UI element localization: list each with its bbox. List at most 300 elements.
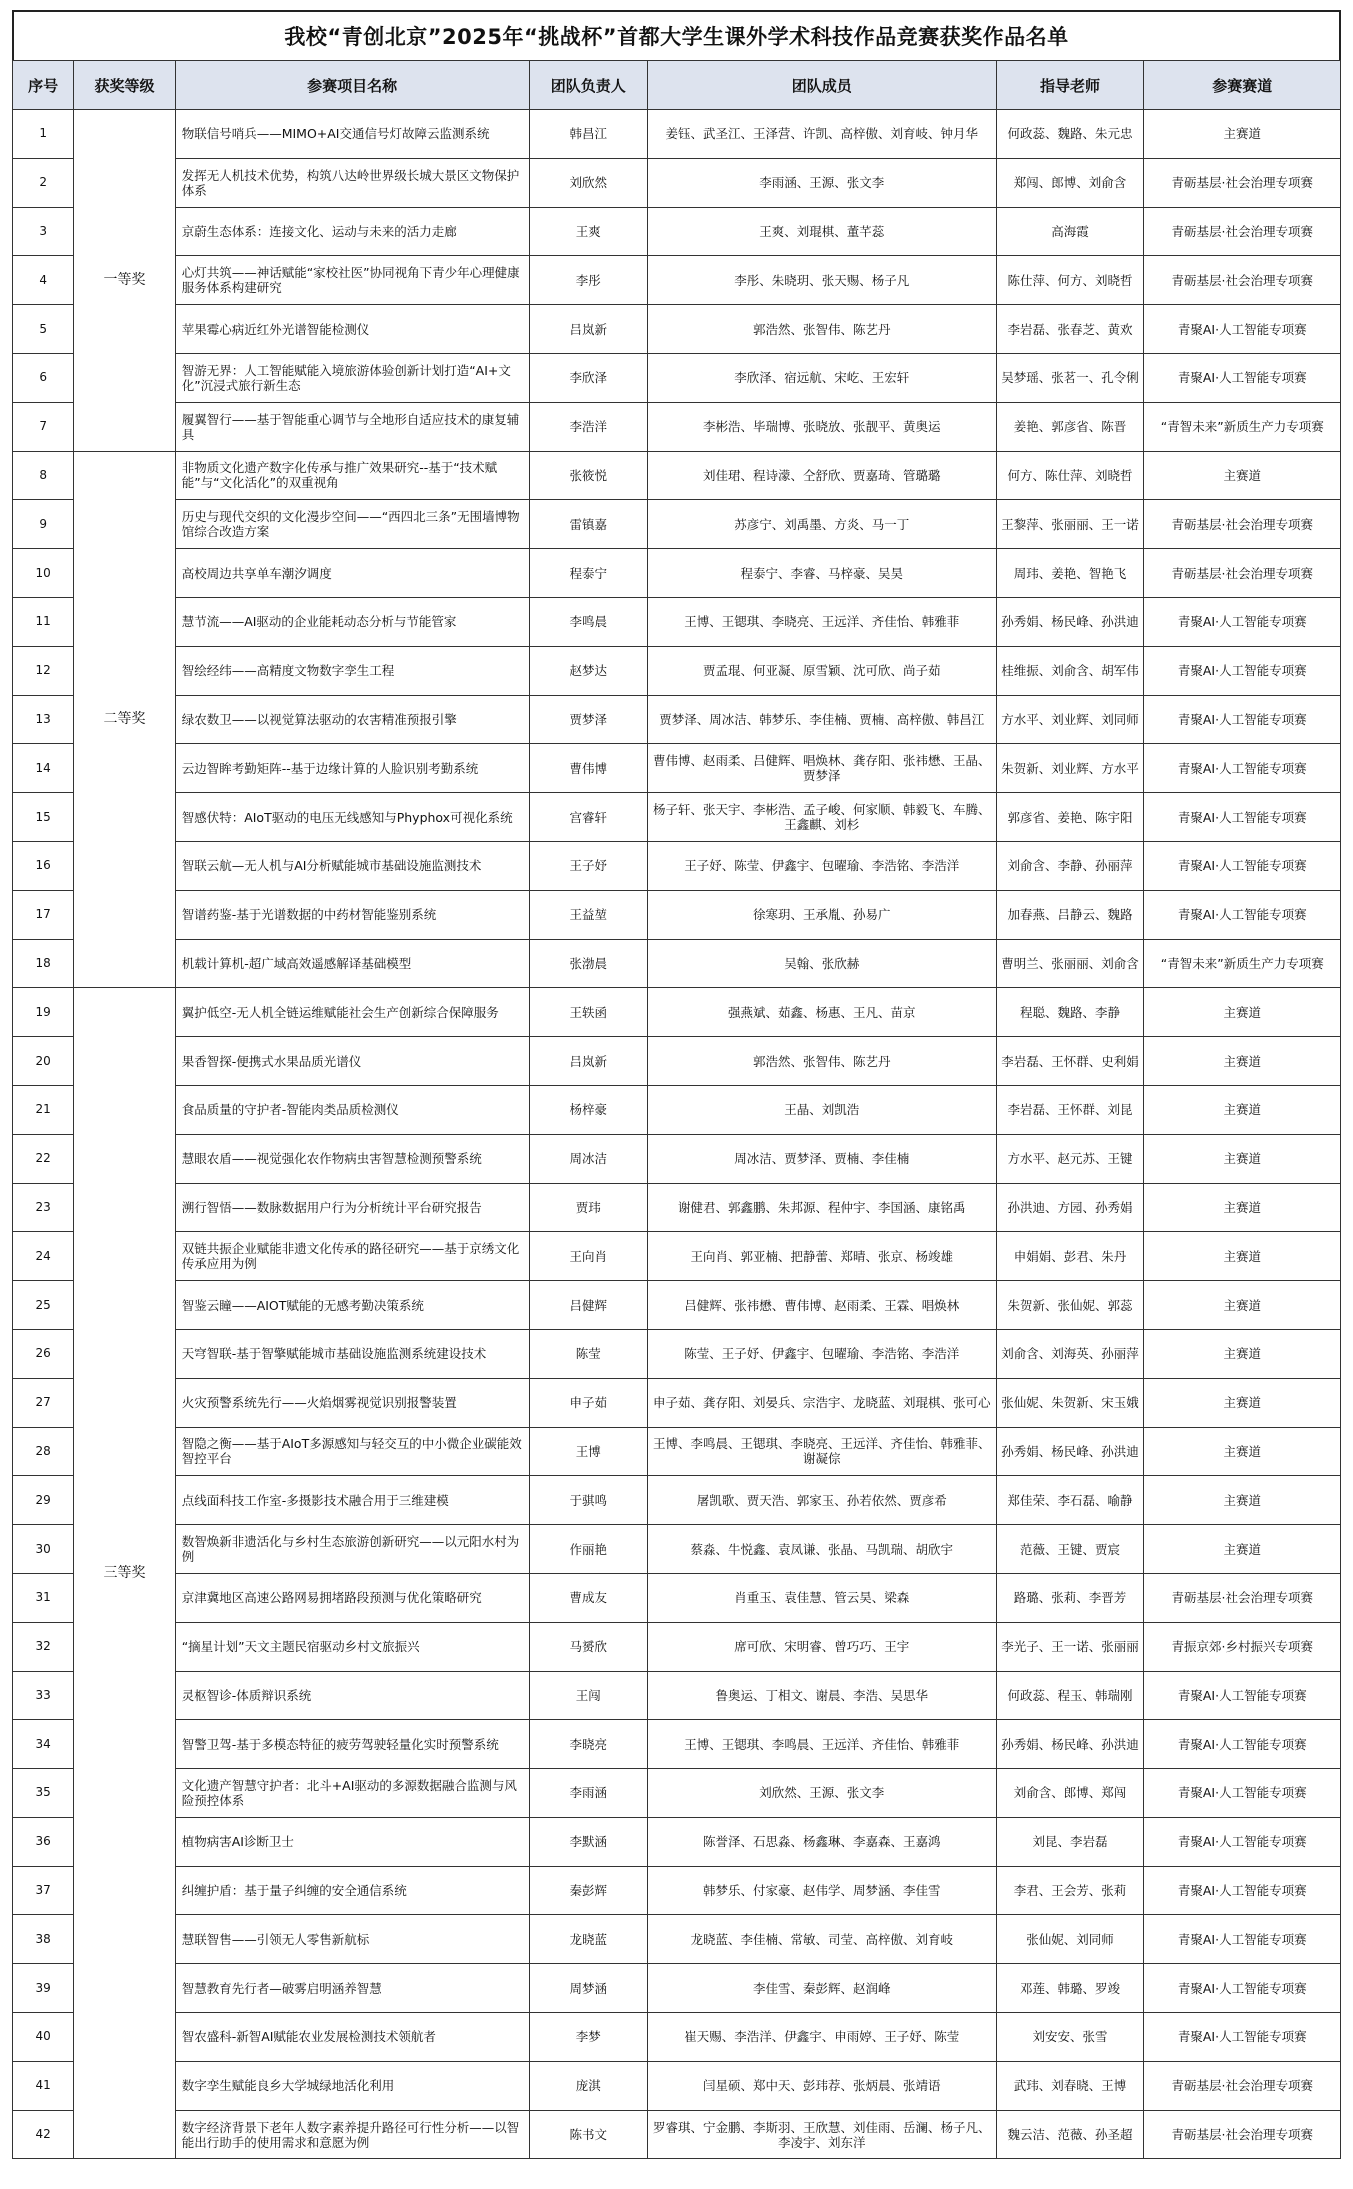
cell-leader: 张筱悦	[529, 451, 647, 500]
cell-project: 智隐之衡——基于AIoT多源感知与轻交互的中小微企业碳能效智控平台	[175, 1427, 529, 1476]
table-row	[13, 1866, 1341, 1915]
cell-leader: 王向肖	[529, 1232, 647, 1281]
cell-no: 41	[13, 2061, 74, 2110]
cell-leader: 庞淇	[529, 2061, 647, 2110]
cell-project: 慧节流——AI驱动的企业能耗动态分析与节能管家	[175, 597, 529, 646]
cell-no: 40	[13, 2013, 74, 2062]
cell-no: 12	[13, 646, 74, 695]
cell-advisors: 李岩磊、王怀群、刘昆	[996, 1085, 1144, 1134]
cell-no: 21	[13, 1085, 74, 1134]
cell-advisors: 郑佳荣、李石磊、喻静	[996, 1476, 1144, 1525]
cell-no: 38	[13, 1915, 74, 1964]
cell-leader: 贾梦泽	[529, 695, 647, 744]
cell-members: 李彤、朱晓玥、张天赐、杨子凡	[647, 256, 996, 305]
table-row	[13, 451, 1341, 500]
cell-project: 纠缠护盾：基于量子纠缠的安全通信系统	[175, 1866, 529, 1915]
cell-project: 发挥无人机技术优势，构筑八达岭世界级长城大景区文物保护体系	[175, 158, 529, 207]
cell-members: 王子妤、陈莹、伊鑫宇、包曜瑜、李浩铭、李浩洋	[647, 841, 996, 890]
cell-no: 3	[13, 207, 74, 256]
table-row	[13, 939, 1341, 988]
cell-project: 苹果霉心病近红外光谱智能检测仪	[175, 305, 529, 354]
cell-advisors: 武玮、刘春晓、王博	[996, 2061, 1144, 2110]
cell-track: 主赛道	[1144, 1183, 1341, 1232]
cell-members: 蔡淼、牛悦鑫、袁凤谦、张晶、马凯瑞、胡欣宇	[647, 1525, 996, 1574]
cell-members: 姜钰、武圣江、王泽营、许凯、高梓傲、刘育岐、钟月华	[647, 110, 996, 159]
cell-track: 青聚AI·人工智能专项赛	[1144, 2013, 1341, 2062]
cell-track: “青智未来”新质生产力专项赛	[1144, 939, 1341, 988]
cell-project: 数字孪生赋能良乡大学城绿地活化利用	[175, 2061, 529, 2110]
cell-leader: 王爽	[529, 207, 647, 256]
cell-advisors: 何方、陈仕萍、刘晓哲	[996, 451, 1144, 500]
cell-members: 陈誉泽、石思淼、杨鑫琳、李嘉森、王嘉鸿	[647, 1817, 996, 1866]
cell-track: 主赛道	[1144, 1525, 1341, 1574]
cell-track: 青砺基层·社会治理专项赛	[1144, 549, 1341, 598]
cell-no: 16	[13, 841, 74, 890]
cell-leader: 于骐鸣	[529, 1476, 647, 1525]
table-row	[13, 207, 1341, 256]
header-leader: 团队负责人	[529, 61, 647, 110]
cell-leader: 李梦	[529, 2013, 647, 2062]
cell-no: 6	[13, 353, 74, 402]
cell-track: 青聚AI·人工智能专项赛	[1144, 1866, 1341, 1915]
cell-no: 25	[13, 1281, 74, 1330]
table-header-row	[13, 61, 1341, 110]
table-row	[13, 793, 1341, 842]
cell-members: 陈莹、王子妤、伊鑫宇、包曜瑜、李浩铭、李浩洋	[647, 1329, 996, 1378]
cell-project: 文化遗产智慧守护者：北斗+AI驱动的多源数据融合监测与风险预控体系	[175, 1769, 529, 1818]
cell-track: “青智未来”新质生产力专项赛	[1144, 402, 1341, 451]
table-row	[13, 549, 1341, 598]
cell-members: 屠凯歌、贾天浩、郭家玉、孙若依然、贾彦希	[647, 1476, 996, 1525]
cell-leader: 吕岚新	[529, 305, 647, 354]
award-table	[12, 60, 1341, 2159]
cell-project: 食品质量的守护者-智能肉类品质检测仪	[175, 1085, 529, 1134]
cell-leader: 雷镇嘉	[529, 500, 647, 549]
cell-project: 非物质文化遗产数字化传承与推广效果研究--基于“技术赋能”与“文化活化”的双重视角	[175, 451, 529, 500]
cell-advisors: 高海霞	[996, 207, 1144, 256]
cell-project: 火灾预警系统先行——火焰烟雾视觉识别报警装置	[175, 1378, 529, 1427]
cell-leader: 申子茹	[529, 1378, 647, 1427]
cell-project: 物联信号哨兵——MIMO+AI交通信号灯故障云监测系统	[175, 110, 529, 159]
cell-project: 机载计算机-超广域高效遥感解译基础模型	[175, 939, 529, 988]
cell-members: 徐寒玥、王承胤、孙易广	[647, 890, 996, 939]
cell-members: 刘佳珺、程诗濛、仝舒欣、贾嘉琦、管璐璐	[647, 451, 996, 500]
table-row	[13, 353, 1341, 402]
cell-track: 青聚AI·人工智能专项赛	[1144, 890, 1341, 939]
cell-project: 溯行智悟——数脉数据用户行为分析统计平台研究报告	[175, 1183, 529, 1232]
cell-advisors: 魏云洁、范薇、孙圣超	[996, 2110, 1144, 2159]
cell-project: 京津冀地区高速公路网易拥堵路段预测与优化策略研究	[175, 1573, 529, 1622]
cell-members: 谢健君、郭鑫鹏、朱邦源、程仲宇、李国涵、康铭禹	[647, 1183, 996, 1232]
table-row	[13, 695, 1341, 744]
cell-advisors: 范薇、王键、贾宸	[996, 1525, 1144, 1574]
cell-leader: 张渤晨	[529, 939, 647, 988]
cell-track: 青聚AI·人工智能专项赛	[1144, 1817, 1341, 1866]
cell-project: 云边智眸考勤矩阵--基于边缘计算的人脸识别考勤系统	[175, 744, 529, 793]
cell-no: 10	[13, 549, 74, 598]
cell-project: 点线面科技工作室-多摄影技术融合用于三维建模	[175, 1476, 529, 1525]
cell-advisors: 刘俞含、李静、孙丽萍	[996, 841, 1144, 890]
cell-project: 历史与现代交织的文化漫步空间——“西四北三条”无围墙博物馆综合改造方案	[175, 500, 529, 549]
table-row	[13, 744, 1341, 793]
cell-leader: 秦彭辉	[529, 1866, 647, 1915]
cell-no: 9	[13, 500, 74, 549]
cell-track: 青聚AI·人工智能专项赛	[1144, 841, 1341, 890]
table-row	[13, 110, 1341, 159]
cell-no: 36	[13, 1817, 74, 1866]
cell-advisors: 刘俞含、郎博、郑闯	[996, 1769, 1144, 1818]
cell-no: 35	[13, 1769, 74, 1818]
cell-track: 青聚AI·人工智能专项赛	[1144, 646, 1341, 695]
page-title: 我校“青创北京”2025年“挑战杯”首都大学生课外学术科技作品竞赛获奖作品名单	[12, 10, 1341, 60]
cell-no: 15	[13, 793, 74, 842]
cell-project: “摘星计划”天文主题民宿驱动乡村文旅振兴	[175, 1622, 529, 1671]
table-row	[13, 1769, 1341, 1818]
table-row	[13, 1134, 1341, 1183]
cell-leader: 李欣泽	[529, 353, 647, 402]
cell-leader: 曹成友	[529, 1573, 647, 1622]
table-row	[13, 158, 1341, 207]
cell-advisors: 方水平、赵元苏、王键	[996, 1134, 1144, 1183]
table-row	[13, 2061, 1341, 2110]
table-row	[13, 500, 1341, 549]
cell-advisors: 何政蕊、程玉、韩瑞刚	[996, 1671, 1144, 1720]
cell-project: 双链共振企业赋能非遗文化传承的路径研究——基于京绣文化传承应用为例	[175, 1232, 529, 1281]
cell-project: 智鉴云瞳——AIOT赋能的无感考勤决策系统	[175, 1281, 529, 1330]
cell-project: 数智焕新非遗活化与乡村生态旅游创新研究——以元阳水村为例	[175, 1525, 529, 1574]
cell-no: 39	[13, 1964, 74, 2013]
cell-advisors: 孙秀娟、杨民峰、孙洪迪	[996, 1427, 1144, 1476]
cell-leader: 程泰宁	[529, 549, 647, 598]
cell-leader: 吕健辉	[529, 1281, 647, 1330]
cell-track: 青聚AI·人工智能专项赛	[1144, 353, 1341, 402]
cell-no: 34	[13, 1720, 74, 1769]
cell-advisors: 孙秀娟、杨民峰、孙洪迪	[996, 1720, 1144, 1769]
cell-advisors: 曹明兰、张丽丽、刘俞含	[996, 939, 1144, 988]
cell-track: 青聚AI·人工智能专项赛	[1144, 597, 1341, 646]
header-advisors: 指导老师	[996, 61, 1144, 110]
cell-track: 青聚AI·人工智能专项赛	[1144, 1671, 1341, 1720]
table-row	[13, 1378, 1341, 1427]
cell-advisors: 李岩磊、王怀群、史利娟	[996, 1037, 1144, 1086]
cell-no: 20	[13, 1037, 74, 1086]
cell-no: 17	[13, 890, 74, 939]
cell-members: 李雨涵、王源、张文李	[647, 158, 996, 207]
cell-members: 王博、王锶琪、李鸣晨、王远洋、齐佳怡、韩雅菲	[647, 1720, 996, 1769]
cell-advisors: 孙洪迪、方园、孙秀娟	[996, 1183, 1144, 1232]
table-row	[13, 646, 1341, 695]
cell-members: 韩梦乐、付家豪、赵伟学、周梦涵、李佳雪	[647, 1866, 996, 1915]
cell-track: 青聚AI·人工智能专项赛	[1144, 1720, 1341, 1769]
table-row	[13, 1232, 1341, 1281]
cell-award-level: 三等奖	[74, 988, 175, 2159]
cell-leader: 李彤	[529, 256, 647, 305]
cell-advisors: 刘俞含、刘海英、孙丽萍	[996, 1329, 1144, 1378]
cell-advisors: 张仙妮、朱贺新、宋玉娥	[996, 1378, 1144, 1427]
cell-track: 主赛道	[1144, 1134, 1341, 1183]
cell-no: 22	[13, 1134, 74, 1183]
cell-advisors: 张仙妮、刘同师	[996, 1915, 1144, 1964]
cell-project: 智游无界：人工智能赋能入境旅游体验创新计划打造“AI+文化”沉浸式旅行新生态	[175, 353, 529, 402]
table-row	[13, 2013, 1341, 2062]
cell-track: 主赛道	[1144, 1427, 1341, 1476]
cell-advisors: 吴梦瑶、张茗一、孔令俐	[996, 353, 1144, 402]
cell-project: 履翼智行——基于智能重心调节与全地形自适应技术的康复辅具	[175, 402, 529, 451]
cell-members: 周冰洁、贾梦泽、贾楠、李佳楠	[647, 1134, 996, 1183]
table-row	[13, 1915, 1341, 1964]
cell-advisors: 路璐、张莉、李晋芳	[996, 1573, 1144, 1622]
cell-members: 苏彦宁、刘禹墨、方炎、马一丁	[647, 500, 996, 549]
cell-leader: 李雨涵	[529, 1769, 647, 1818]
cell-advisors: 刘昆、李岩磊	[996, 1817, 1144, 1866]
table-row	[13, 256, 1341, 305]
cell-track: 青聚AI·人工智能专项赛	[1144, 1769, 1341, 1818]
cell-members: 贾孟琨、何亚凝、原雪颖、沈可欣、尚子茹	[647, 646, 996, 695]
cell-advisors: 姜艳、郭彦省、陈晋	[996, 402, 1144, 451]
cell-track: 主赛道	[1144, 451, 1341, 500]
cell-members: 程泰宁、李睿、马梓豪、吴昊	[647, 549, 996, 598]
cell-no: 7	[13, 402, 74, 451]
cell-no: 33	[13, 1671, 74, 1720]
cell-advisors: 李君、王会芳、张莉	[996, 1866, 1144, 1915]
table-row	[13, 890, 1341, 939]
cell-members: 申子茹、龚存阳、刘晏兵、宗浩宇、龙晓蓝、刘琨棋、张可心	[647, 1378, 996, 1427]
cell-advisors: 周玮、姜艳、智艳飞	[996, 549, 1144, 598]
cell-no: 42	[13, 2110, 74, 2159]
cell-leader: 李鸣晨	[529, 597, 647, 646]
cell-no: 23	[13, 1183, 74, 1232]
cell-project: 智农盛科-新智AI赋能农业发展检测技术领航者	[175, 2013, 529, 2062]
cell-members: 贾梦泽、周冰洁、韩梦乐、李佳楠、贾楠、高梓傲、韩昌江	[647, 695, 996, 744]
cell-track: 青砺基层·社会治理专项赛	[1144, 2110, 1341, 2159]
cell-members: 曹伟博、赵雨柔、吕健辉、唱焕林、龚存阳、张祎懋、王晶、贾梦泽	[647, 744, 996, 793]
cell-no: 24	[13, 1232, 74, 1281]
cell-project: 天穹智联-基于智擎赋能城市基础设施监测系统建设技术	[175, 1329, 529, 1378]
cell-track: 青聚AI·人工智能专项赛	[1144, 305, 1341, 354]
cell-members: 王爽、刘琨棋、董芊蕊	[647, 207, 996, 256]
cell-advisors: 李光子、王一诺、张丽丽	[996, 1622, 1144, 1671]
cell-track: 青聚AI·人工智能专项赛	[1144, 744, 1341, 793]
cell-leader: 作丽艳	[529, 1525, 647, 1574]
cell-advisors: 郭彦省、姜艳、陈宇阳	[996, 793, 1144, 842]
cell-leader: 陈书文	[529, 2110, 647, 2159]
cell-track: 主赛道	[1144, 110, 1341, 159]
table-row	[13, 988, 1341, 1037]
table-row	[13, 1281, 1341, 1330]
cell-no: 18	[13, 939, 74, 988]
cell-no: 5	[13, 305, 74, 354]
cell-track: 青砺基层·社会治理专项赛	[1144, 1573, 1341, 1622]
cell-leader: 李晓亮	[529, 1720, 647, 1769]
cell-members: 肖重玉、袁佳慧、管云昊、梁森	[647, 1573, 996, 1622]
table-row	[13, 1622, 1341, 1671]
cell-track: 青砺基层·社会治理专项赛	[1144, 207, 1341, 256]
cell-track: 青聚AI·人工智能专项赛	[1144, 793, 1341, 842]
cell-project: 慧联智售——引领无人零售新航标	[175, 1915, 529, 1964]
cell-award-level: 二等奖	[74, 451, 175, 988]
cell-leader: 宫睿轩	[529, 793, 647, 842]
cell-leader: 韩昌江	[529, 110, 647, 159]
cell-advisors: 王黎萍、张丽丽、王一诺	[996, 500, 1144, 549]
cell-project: 绿农数卫——以视觉算法驱动的农害精准预报引擎	[175, 695, 529, 744]
table-row	[13, 597, 1341, 646]
cell-leader: 周梦涵	[529, 1964, 647, 2013]
cell-track: 主赛道	[1144, 1329, 1341, 1378]
cell-track: 主赛道	[1144, 1378, 1341, 1427]
cell-leader: 刘欣然	[529, 158, 647, 207]
cell-leader: 王轶函	[529, 988, 647, 1037]
table-row	[13, 1183, 1341, 1232]
cell-leader: 李默涵	[529, 1817, 647, 1866]
table-row	[13, 841, 1341, 890]
cell-members: 王博、王锶琪、李晓亮、王远洋、齐佳怡、韩雅菲	[647, 597, 996, 646]
cell-members: 王博、李鸣晨、王锶琪、李晓亮、王远洋、齐佳怡、韩雅菲、谢凝倧	[647, 1427, 996, 1476]
cell-leader: 杨梓豪	[529, 1085, 647, 1134]
cell-project: 高校周边共享单车潮汐调度	[175, 549, 529, 598]
cell-project: 慧眼农盾——视觉强化农作物病虫害智慧检测预警系统	[175, 1134, 529, 1183]
cell-advisors: 刘安安、张雪	[996, 2013, 1144, 2062]
cell-track: 青聚AI·人工智能专项赛	[1144, 1964, 1341, 2013]
table-row	[13, 1573, 1341, 1622]
cell-track: 青聚AI·人工智能专项赛	[1144, 1915, 1341, 1964]
cell-project: 果香智探-便携式水果品质光谱仪	[175, 1037, 529, 1086]
cell-members: 郭浩然、张智伟、陈艺丹	[647, 1037, 996, 1086]
cell-advisors: 何政蕊、魏路、朱元忠	[996, 110, 1144, 159]
cell-project: 智绘经纬——高精度文物数字孪生工程	[175, 646, 529, 695]
table-row	[13, 1671, 1341, 1720]
cell-no: 30	[13, 1525, 74, 1574]
cell-advisors: 孙秀娟、杨民峰、孙洪迪	[996, 597, 1144, 646]
cell-members: 吕健辉、张祎懋、曹伟博、赵雨柔、王霖、唱焕林	[647, 1281, 996, 1330]
table-row	[13, 1964, 1341, 2013]
cell-no: 19	[13, 988, 74, 1037]
cell-project: 智慧教育先行者—破雾启明涵养智慧	[175, 1964, 529, 2013]
cell-project: 翼护低空-无人机全链运维赋能社会生产创新综合保障服务	[175, 988, 529, 1037]
cell-track: 青砺基层·社会治理专项赛	[1144, 158, 1341, 207]
cell-project: 智感伏特：AIoT驱动的电压无线感知与Phyphox可视化系统	[175, 793, 529, 842]
cell-advisors: 邓莲、韩璐、罗竣	[996, 1964, 1144, 2013]
cell-track: 主赛道	[1144, 1476, 1341, 1525]
cell-award-level: 一等奖	[74, 110, 175, 452]
cell-members: 崔天赐、李浩洋、伊鑫宇、申雨婷、王子妤、陈莹	[647, 2013, 996, 2062]
cell-members: 郭浩然、张智伟、陈艺丹	[647, 305, 996, 354]
cell-advisors: 郑闯、郎博、刘俞含	[996, 158, 1144, 207]
cell-project: 植物病害AI诊断卫士	[175, 1817, 529, 1866]
cell-leader: 马赟欣	[529, 1622, 647, 1671]
cell-advisors: 朱贺新、张仙妮、郭蕊	[996, 1281, 1144, 1330]
cell-no: 2	[13, 158, 74, 207]
cell-no: 8	[13, 451, 74, 500]
cell-no: 14	[13, 744, 74, 793]
cell-members: 闫星硕、郑中天、彭玮荐、张炳晨、张靖语	[647, 2061, 996, 2110]
cell-advisors: 申娟娟、彭君、朱丹	[996, 1232, 1144, 1281]
cell-leader: 王博	[529, 1427, 647, 1476]
table-row	[13, 305, 1341, 354]
cell-project: 心灯共筑——神话赋能“家校社医”协同视角下青少年心理健康服务体系构建研究	[175, 256, 529, 305]
cell-leader: 贾玮	[529, 1183, 647, 1232]
cell-track: 青砺基层·社会治理专项赛	[1144, 2061, 1341, 2110]
cell-no: 1	[13, 110, 74, 159]
award-list-sheet	[12, 10, 1341, 2159]
cell-leader: 李浩洋	[529, 402, 647, 451]
header-members: 团队成员	[647, 61, 996, 110]
cell-advisors: 程聪、魏路、李静	[996, 988, 1144, 1037]
cell-advisors: 李岩磊、张春芝、黄欢	[996, 305, 1144, 354]
cell-no: 13	[13, 695, 74, 744]
cell-members: 强燕斌、茹鑫、杨惠、王凡、苗京	[647, 988, 996, 1037]
cell-advisors: 加春燕、吕静云、魏路	[996, 890, 1144, 939]
cell-track: 青振京郊·乡村振兴专项赛	[1144, 1622, 1341, 1671]
cell-track: 主赛道	[1144, 1037, 1341, 1086]
cell-no: 11	[13, 597, 74, 646]
header-no: 序号	[13, 61, 74, 110]
cell-members: 刘欣然、王源、张文李	[647, 1769, 996, 1818]
cell-no: 4	[13, 256, 74, 305]
table-row	[13, 1427, 1341, 1476]
header-project: 参赛项目名称	[175, 61, 529, 110]
cell-leader: 周冰洁	[529, 1134, 647, 1183]
cell-project: 智谱药鉴-基于光谱数据的中药材智能鉴别系统	[175, 890, 529, 939]
cell-members: 罗睿琪、宁金鹏、李斯羽、王欣慧、刘佳雨、岳澜、杨子凡、李凌宇、刘东洋	[647, 2110, 996, 2159]
cell-no: 28	[13, 1427, 74, 1476]
cell-no: 27	[13, 1378, 74, 1427]
table-row	[13, 1525, 1341, 1574]
cell-advisors: 桂维振、刘俞含、胡军伟	[996, 646, 1144, 695]
cell-members: 李欣泽、宿远航、宋屹、王宏轩	[647, 353, 996, 402]
table-row	[13, 1329, 1341, 1378]
cell-track: 主赛道	[1144, 1085, 1341, 1134]
cell-leader: 吕岚新	[529, 1037, 647, 1086]
cell-project: 灵枢智诊-体质辩识系统	[175, 1671, 529, 1720]
cell-advisors: 陈仕萍、何方、刘晓哲	[996, 256, 1144, 305]
cell-track: 主赛道	[1144, 988, 1341, 1037]
cell-leader: 赵梦达	[529, 646, 647, 695]
cell-project: 京蔚生态体系：连接文化、运动与未来的活力走廊	[175, 207, 529, 256]
cell-project: 数字经济背景下老年人数字素养提升路径可行性分析——以智能出行助手的使用需求和意愿为例	[175, 2110, 529, 2159]
cell-advisors: 朱贺新、刘业辉、方水平	[996, 744, 1144, 793]
table-row	[13, 2110, 1341, 2159]
table-row	[13, 1476, 1341, 1525]
cell-project: 智警卫驾-基于多模态特征的疲劳驾驶轻量化实时预警系统	[175, 1720, 529, 1769]
cell-track: 青聚AI·人工智能专项赛	[1144, 695, 1341, 744]
cell-no: 31	[13, 1573, 74, 1622]
cell-members: 席可欣、宋明睿、曾巧巧、王宇	[647, 1622, 996, 1671]
cell-no: 29	[13, 1476, 74, 1525]
cell-track: 青砺基层·社会治理专项赛	[1144, 500, 1341, 549]
cell-leader: 王闯	[529, 1671, 647, 1720]
cell-members: 杨子轩、张天宇、李彬浩、孟子峻、何家顺、韩毅飞、车腾、王鑫麒、刘杉	[647, 793, 996, 842]
cell-members: 鲁奥运、丁相文、谢晨、李浩、吴思华	[647, 1671, 996, 1720]
table-row	[13, 1037, 1341, 1086]
cell-project: 智联云航—无人机与AI分析赋能城市基础设施监测技术	[175, 841, 529, 890]
cell-members: 吴翰、张欣赫	[647, 939, 996, 988]
header-track: 参赛赛道	[1144, 61, 1341, 110]
table-row	[13, 402, 1341, 451]
cell-members: 李彬浩、毕瑞博、张晓放、张靓平、黄奥运	[647, 402, 996, 451]
cell-track: 主赛道	[1144, 1232, 1341, 1281]
table-row	[13, 1720, 1341, 1769]
cell-no: 26	[13, 1329, 74, 1378]
cell-members: 王晶、刘凯浩	[647, 1085, 996, 1134]
table-row	[13, 1085, 1341, 1134]
cell-leader: 陈莹	[529, 1329, 647, 1378]
cell-members: 李佳雪、秦彭辉、赵润峰	[647, 1964, 996, 2013]
cell-leader: 王子妤	[529, 841, 647, 890]
cell-members: 王向肖、郭亚楠、把静蕾、郑晴、张京、杨竣雄	[647, 1232, 996, 1281]
cell-leader: 曹伟博	[529, 744, 647, 793]
cell-members: 龙晓蓝、李佳楠、常敏、司莹、高梓傲、刘育岐	[647, 1915, 996, 1964]
table-row	[13, 1817, 1341, 1866]
